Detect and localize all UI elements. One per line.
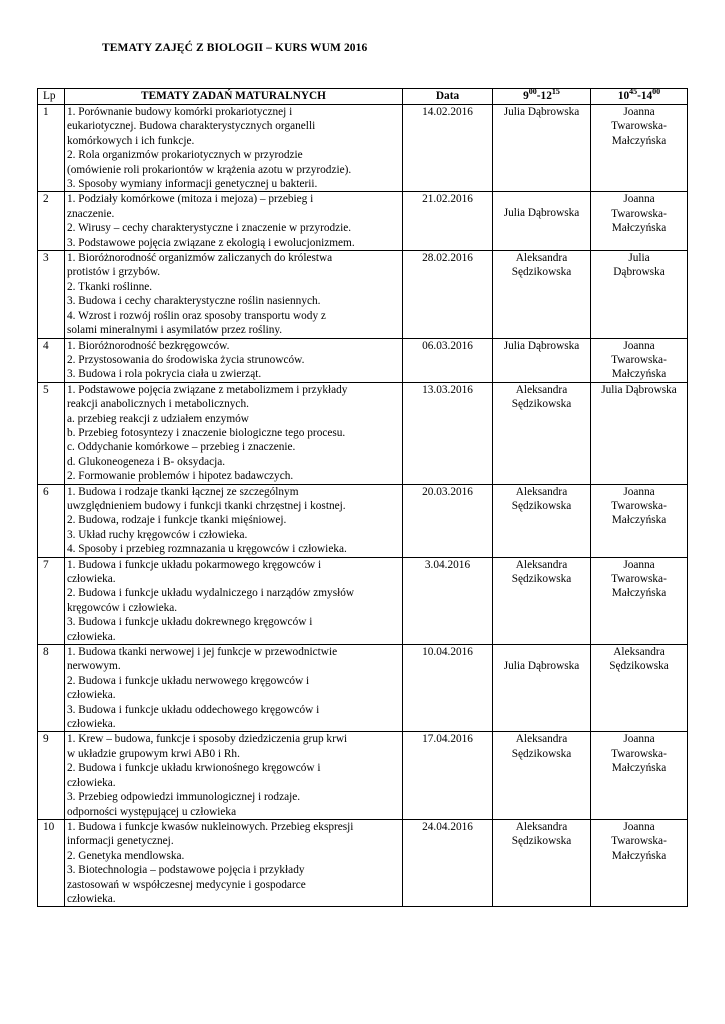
instructor-name-line: Joanna [623, 193, 655, 206]
header-topics: TEMATY ZADAŃ MATURALNYCH [65, 89, 403, 105]
topic-line: człowieka. [67, 718, 116, 731]
date-cell: 20.03.2016 [403, 484, 493, 557]
instructor-name-line: Twarowska- [611, 573, 667, 585]
date-cell: 06.03.2016 [403, 338, 493, 382]
topics-cell [65, 484, 403, 557]
topic-line: 3. Budowa i rola pokrycia ciała u zwierząt. [67, 368, 262, 381]
header-date: Data [403, 89, 493, 105]
row-number: 10 [38, 819, 65, 906]
instructor-name-line: Julia Dąbrowska [503, 339, 580, 352]
schedule-table [37, 88, 688, 907]
instructor-morning-cell [493, 251, 591, 338]
topic-line: protistów i grzybów. [67, 266, 161, 279]
table-header-row [38, 89, 688, 105]
topic-line: człowieka. [67, 892, 116, 905]
instructor-morning-cell [493, 819, 591, 906]
topic-line: człowieka. [67, 630, 116, 643]
table-row [38, 382, 688, 484]
topic-line: 1. Budowa i rodzaje tkanki łącznej ze szczególnym [67, 485, 299, 498]
instructor-midday-cell [591, 338, 688, 382]
instructor-morning-cell [493, 338, 591, 382]
topics-cell [65, 338, 403, 382]
instructor-name-line: Małczyńska [611, 134, 667, 147]
instructor-name-line: Aleksandra [515, 820, 568, 833]
table-row [38, 338, 688, 382]
instructor-morning-cell [493, 732, 591, 819]
topic-line: 2. Rola organizmów prokariotycznych w przyrodzie [67, 149, 303, 162]
topic-line: informacji genetycznej. [67, 835, 174, 848]
topic-line: 2. Przystosowania do środowiska życia strunowców. [67, 353, 305, 366]
instructor-midday-cell [591, 645, 688, 732]
topic-line: 1. Bioróżnorodność bezkręgowców. [67, 339, 230, 352]
table-row [38, 251, 688, 338]
table-row [38, 557, 688, 644]
topics-cell [65, 105, 403, 192]
topic-line: solami mineralnymi i asymilatów przez rośliny. [67, 324, 283, 337]
instructor-morning-cell [493, 192, 591, 251]
topic-line: 2. Budowa, rodzaje i funkcje tkanki mięśniowej. [67, 514, 287, 527]
instructor-name-line: Małczyńska [611, 762, 667, 775]
topic-line: 2. Genetyka mendlowska. [67, 849, 185, 862]
instructor-name-line: Aleksandra [613, 646, 665, 659]
instructor-morning-cell [493, 557, 591, 644]
date-cell: 28.02.2016 [403, 251, 493, 338]
instructor-name-line: Joanna [623, 558, 655, 571]
instructor-name-line: Julia Dąbrowska [601, 383, 677, 396]
row-number: 9 [38, 732, 65, 819]
instructor-name-line: Aleksandra [515, 733, 568, 746]
topic-line: 1. Podstawowe pojęcia związane z metabolizmem i przykłady [67, 383, 348, 396]
topic-line: 3. Budowa i funkcje układu oddechowego kręgowców i [67, 703, 320, 716]
topics-cell [65, 192, 403, 251]
topic-line: 1. Podziały komórkowe (mitoza i mejoza) – przebieg i [67, 193, 314, 206]
instructor-name-line: Małczyńska [611, 587, 667, 600]
row-number: 3 [38, 251, 65, 338]
instructor-midday-cell [591, 192, 688, 251]
topics-cell [65, 251, 403, 338]
row-number: 8 [38, 645, 65, 732]
instructor-morning-cell [493, 382, 591, 484]
instructor-name-line: Joanna [623, 106, 655, 118]
instructor-name-line: Sędzikowska [511, 573, 572, 585]
date-cell: 14.02.2016 [403, 105, 493, 192]
topic-line: 3. Budowa i funkcje układu dokrewnego kręgowców i [67, 616, 313, 629]
topic-line: 1. Krew – budowa, funkcje i sposoby dziedziczenia grup krwi [67, 733, 348, 746]
table-row [38, 819, 688, 906]
instructor-name-line: Sędzikowska [609, 660, 669, 673]
topics-cell [65, 645, 403, 732]
topic-line: reakcji anabolicznych i metabolicznych. [67, 398, 249, 411]
table-row [38, 732, 688, 819]
topic-line: komórkowych i ich funkcje. [67, 134, 195, 147]
row-number: 5 [38, 382, 65, 484]
instructor-name-line: Małczyńska [611, 368, 667, 381]
instructor-midday-cell [591, 251, 688, 338]
instructor-morning-cell [493, 645, 591, 732]
topic-line: 3. Budowa i cechy charakterystyczne roślin nasiennych. [67, 295, 321, 308]
instructor-name-line: Twarowska- [611, 747, 667, 760]
instructor-name-line: Julia Dąbrowska [503, 207, 580, 220]
instructor-name-line: Sędzikowska [511, 398, 572, 411]
instructor-midday-cell [591, 382, 688, 484]
topic-line: człowieka. [67, 573, 116, 585]
instructor-name-line: Twarowska- [611, 499, 667, 512]
date-cell: 3.04.2016 [403, 557, 493, 644]
topics-cell [65, 819, 403, 906]
topic-line: kręgowców i człowieka. [67, 601, 178, 614]
header-lp: Lp [38, 89, 65, 105]
topic-line: odporności występującej u człowieka [67, 805, 237, 818]
instructor-name-line: Aleksandra [515, 252, 568, 265]
topic-line: 3. Przebieg odpowiedzi immunologicznej i rodzaje. [67, 791, 301, 804]
header-slot-morning: $9^{00}-12^{15}$ [493, 89, 591, 105]
topic-line: (omówienie roli prokariontów w krążenia azotu w przyrodzie). [67, 163, 352, 176]
topic-line: nerwowym. [67, 660, 121, 673]
instructor-morning-cell [493, 484, 591, 557]
instructor-name-line: Julia Dąbrowska [503, 106, 580, 118]
row-number: 7 [38, 557, 65, 644]
header-slot-midday: $10^{45}-14^{00}$ [591, 89, 688, 105]
topics-cell [65, 382, 403, 484]
table-row [38, 645, 688, 732]
topic-line: c. Oddychanie komórkowe – przebieg i znaczenie. [67, 441, 296, 454]
instructor-name-line: Sędzikowska [511, 499, 572, 512]
topic-line: zastosowań w współczesnej medycynie i gospodarce [67, 878, 306, 891]
instructor-midday-cell [591, 484, 688, 557]
instructor-midday-cell [591, 557, 688, 644]
topic-line: d. Glukoneogeneza i B- oksydacja. [67, 455, 226, 468]
instructor-name-line: Małczyńska [611, 222, 667, 235]
instructor-midday-cell [591, 105, 688, 192]
topic-line: 2. Budowa i funkcje układu krwionośnego kręgowców i [67, 762, 321, 775]
topic-line: 1. Porównanie budowy komórki prokariotycznej i [67, 106, 293, 118]
table-row [38, 484, 688, 557]
instructor-name-line: Twarowska- [611, 835, 667, 848]
row-number: 2 [38, 192, 65, 251]
topic-line: w układzie grupowym krwi AB0 i Rh. [67, 747, 240, 760]
topic-line: uwzględnieniem budowy i funkcji tkanki chrzęstnej i kostnej. [67, 499, 346, 512]
instructor-name-line: Małczyńska [611, 514, 667, 527]
topic-line: 1. Budowa i funkcje układu pokarmowego kręgowców i [67, 558, 322, 571]
instructor-name-line: Sędzikowska [511, 835, 572, 848]
topic-line: 2. Tkanki roślinne. [67, 280, 153, 293]
instructor-name-line: Sędzikowska [511, 266, 572, 279]
date-cell: 13.03.2016 [403, 382, 493, 484]
topic-line: 4. Wzrost i rozwój roślin oraz sposoby transportu wody z [67, 309, 326, 322]
topic-line: 3. Sposoby wymiany informacji genetycznej u bakterii. [67, 178, 318, 191]
topics-cell [65, 732, 403, 819]
table-row [38, 192, 688, 251]
topic-line: znaczenie. [67, 207, 115, 220]
instructor-name-line: Twarowska- [611, 207, 667, 220]
row-number: 1 [38, 105, 65, 192]
topic-line: 1. Bioróżnorodność organizmów zaliczanych do królestwa [67, 252, 333, 265]
topic-line: b. Przebieg fotosyntezy i znaczenie biologiczne tego procesu. [67, 426, 346, 439]
topic-line: 4. Sposoby i przebieg rozmnazania u kręgowców i człowieka. [67, 543, 347, 556]
topic-line: 1. Budowa tkanki nerwowej i jej funkcje w przewodnictwie [67, 646, 338, 659]
date-cell: 10.04.2016 [403, 645, 493, 732]
instructor-name-line: Twarowska- [611, 353, 667, 366]
instructor-name-line: Joanna [623, 485, 655, 498]
instructor-name-line: Joanna [623, 820, 655, 833]
topic-line: człowieka. [67, 689, 116, 702]
date-cell: 21.02.2016 [403, 192, 493, 251]
topic-line: 3. Podstawowe pojęcia związane z ekologią i ewolucjonizmem. [67, 236, 355, 249]
instructor-name-line: Julia [628, 252, 650, 265]
instructor-name-line: Aleksandra [515, 485, 568, 498]
table-body [38, 105, 688, 907]
instructor-name-line: Dąbrowska [613, 266, 665, 279]
topic-line: 1. Budowa i funkcje kwasów nukleinowych. Przebieg ekspresji [67, 820, 354, 833]
document-title: TEMATY ZAJĘĆ Z BIOLOGII – KURS WUM 2016 [102, 42, 368, 54]
instructor-name-line: Małczyńska [611, 849, 667, 862]
instructor-name-line: Joanna [623, 733, 655, 746]
instructor-name-line: Twarowska- [611, 120, 667, 133]
instructor-name-line: Aleksandra [515, 558, 568, 571]
instructor-name-line: Sędzikowska [511, 747, 572, 760]
instructor-name-line: Aleksandra [515, 383, 568, 396]
topic-line: a. przebieg reakcji z udziałem enzymów [67, 412, 249, 425]
instructor-morning-cell [493, 105, 591, 192]
topic-line: 2. Formowanie problemów i hipotez badawczych. [67, 470, 294, 483]
table-row [38, 105, 688, 192]
instructor-name-line: Julia Dąbrowska [503, 660, 580, 673]
topics-cell [65, 557, 403, 644]
topic-line: eukariotycznej. Budowa charakterystycznych organelli [67, 120, 316, 133]
topic-line: człowieka. [67, 776, 116, 789]
topic-line: 2. Wirusy – cechy charakterystyczne i znaczenie w przyrodzie. [67, 222, 352, 235]
row-number: 6 [38, 484, 65, 557]
instructor-name-line: Joanna [623, 339, 655, 352]
instructor-midday-cell [591, 732, 688, 819]
topic-line: 2. Budowa i funkcje układu wydalniczego i narządów zmysłów [67, 587, 355, 600]
date-cell: 24.04.2016 [403, 819, 493, 906]
instructor-midday-cell [591, 819, 688, 906]
row-number: 4 [38, 338, 65, 382]
topic-line: 3. Biotechnologia – podstawowe pojęcia i przykłady [67, 864, 305, 877]
topic-line: 2. Budowa i funkcje układu nerwowego kręgowców i [67, 674, 310, 687]
topic-line: 3. Układ ruchy kręgowców i człowieka. [67, 528, 248, 541]
date-cell: 17.04.2016 [403, 732, 493, 819]
